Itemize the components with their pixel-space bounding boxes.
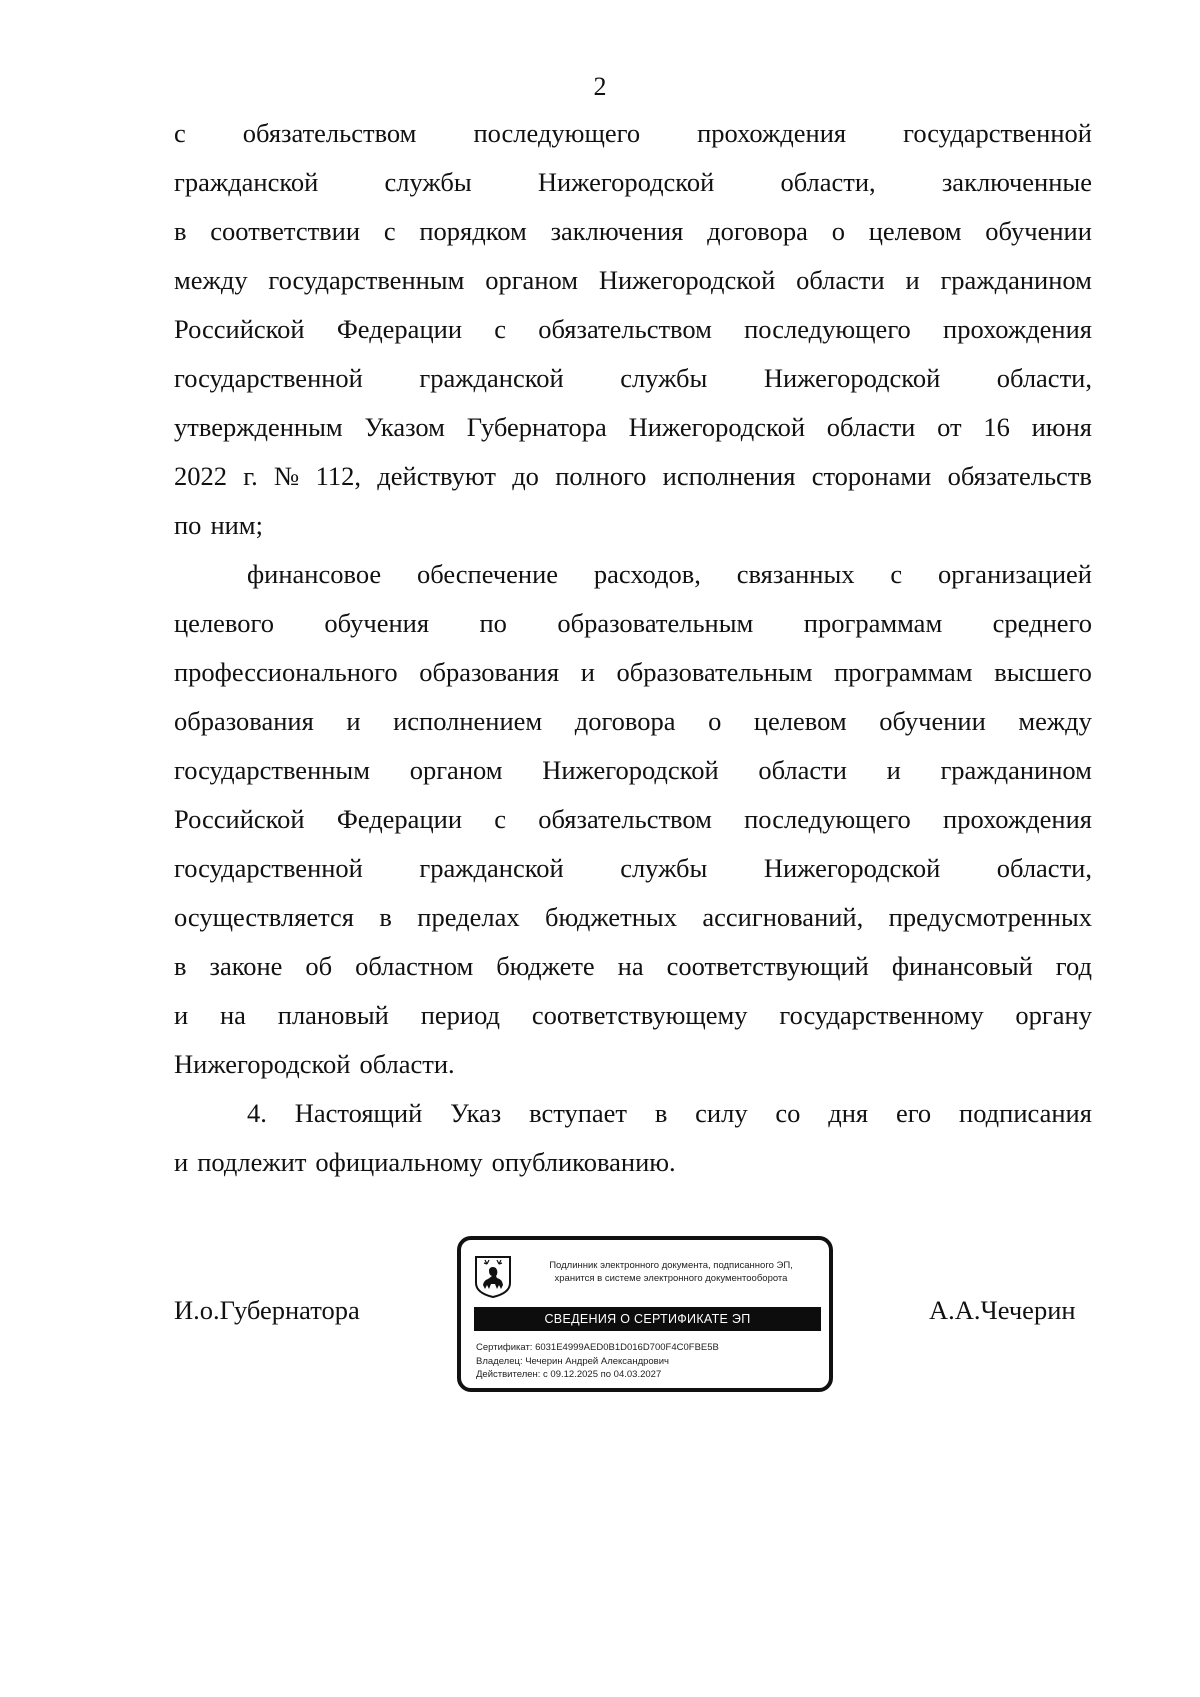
word: расходов, xyxy=(593,559,701,589)
word: с xyxy=(383,216,396,246)
word: о xyxy=(708,706,722,736)
word: опубликованию. xyxy=(491,1147,676,1177)
word: заключения xyxy=(550,216,684,246)
word: обучении xyxy=(985,216,1092,246)
word: Нижегородской xyxy=(763,363,941,393)
word: Нижегородской xyxy=(628,412,806,442)
certificate-number: Сертификат: 6031E4999AED0B1D016D700F4C0FBE5B xyxy=(476,1342,719,1353)
word: утвержденным xyxy=(174,412,343,442)
word: Нижегородской xyxy=(174,1049,351,1079)
word: последующего xyxy=(744,804,911,834)
word: образования xyxy=(174,706,314,736)
word: целевом xyxy=(868,216,962,246)
word: Федерации xyxy=(336,804,462,834)
word: связанных xyxy=(736,559,855,589)
certificate-owner: Владелец: Чечерин Андрей Александрович xyxy=(476,1355,669,1367)
word: в xyxy=(654,1098,668,1128)
word: государственной xyxy=(903,118,1092,148)
word: обязательств xyxy=(947,461,1092,491)
word: по xyxy=(174,510,202,540)
word: соответствующему xyxy=(531,1000,748,1030)
word: с xyxy=(494,804,506,834)
page-number: 2 xyxy=(593,72,607,101)
word: высшего xyxy=(994,657,1092,687)
word: на xyxy=(617,951,644,981)
word: договора xyxy=(707,216,808,246)
word: соответствии xyxy=(210,216,361,246)
document-body xyxy=(174,109,1092,1187)
word: № xyxy=(274,461,300,491)
word: с xyxy=(890,559,903,589)
text-line xyxy=(174,599,1092,648)
word: и xyxy=(886,755,901,785)
word: Федерации xyxy=(336,314,462,344)
word: прохождения xyxy=(943,314,1092,344)
stamp-header xyxy=(521,1259,821,1285)
word: 2022 xyxy=(174,461,227,491)
word: области xyxy=(826,412,916,442)
word: 4. xyxy=(247,1098,267,1128)
text-line xyxy=(174,648,1092,697)
text-line xyxy=(174,942,1092,991)
word: области xyxy=(758,755,847,785)
word: по xyxy=(479,608,507,638)
word: Российской xyxy=(174,804,305,834)
word: год xyxy=(1055,951,1092,981)
word: программам xyxy=(803,608,943,638)
word: службы xyxy=(620,853,708,883)
text-line xyxy=(174,550,1092,599)
word: Губернатора xyxy=(466,412,607,442)
word: со xyxy=(775,1098,801,1128)
word: между xyxy=(1018,706,1092,736)
word: органом xyxy=(485,265,579,295)
deer-emblem-icon xyxy=(474,1255,512,1299)
text-line xyxy=(174,893,1092,942)
word: период xyxy=(420,1000,501,1030)
word: обеспечение xyxy=(416,559,559,589)
word: до xyxy=(512,461,539,491)
word: образовательным xyxy=(616,657,813,687)
word: Указ xyxy=(450,1098,502,1128)
signer-title: И.о.Губернатора xyxy=(174,1295,360,1325)
word: 16 xyxy=(983,412,1010,442)
word: органу xyxy=(1015,1000,1092,1030)
certificate-details xyxy=(476,1341,826,1382)
word: плановый xyxy=(277,1000,389,1030)
word: с xyxy=(494,314,506,344)
word: прохождения xyxy=(697,118,847,148)
word: предусмотренных xyxy=(888,902,1092,932)
word: обязательством xyxy=(242,118,417,148)
certificate-info-bar: СВЕДЕНИЯ О СЕРТИФИКАТЕ ЭП xyxy=(474,1307,821,1331)
text-line xyxy=(174,697,1092,746)
word: Нижегородской xyxy=(542,755,719,785)
word: образования xyxy=(419,657,560,687)
word: области xyxy=(796,265,885,295)
word: подлежит xyxy=(197,1147,307,1177)
word: органом xyxy=(409,755,503,785)
signer-name: А.А.Чечерин xyxy=(929,1295,1076,1325)
word: исполнения xyxy=(662,461,796,491)
word: порядком xyxy=(419,216,527,246)
word: 112, xyxy=(315,461,362,491)
word: целевом xyxy=(753,706,847,736)
word: осуществляется xyxy=(174,902,354,932)
word: финансовый xyxy=(891,951,1033,981)
word: вступает xyxy=(529,1098,627,1128)
word: от xyxy=(937,412,962,442)
word: договора xyxy=(574,706,676,736)
word: и xyxy=(174,1147,189,1177)
word: с xyxy=(174,118,186,148)
word: области, xyxy=(996,853,1092,883)
word: сторонами xyxy=(811,461,932,491)
word: между xyxy=(174,265,248,295)
word: обучения xyxy=(324,608,430,638)
word: гражданином xyxy=(940,265,1092,295)
word: ним; xyxy=(210,510,263,540)
word: в xyxy=(174,216,187,246)
word: о xyxy=(831,216,845,246)
word: Нижегородской xyxy=(537,167,715,197)
word: службы xyxy=(384,167,472,197)
word: г. xyxy=(243,461,258,491)
word: обучении xyxy=(879,706,986,736)
word: среднего xyxy=(992,608,1092,638)
word: областном xyxy=(355,951,474,981)
word: его xyxy=(895,1098,932,1128)
text-line xyxy=(174,844,1092,893)
word: программам xyxy=(834,657,973,687)
word: Российской xyxy=(174,314,305,344)
word: Нижегородской xyxy=(598,265,776,295)
text-line xyxy=(174,1138,1092,1187)
word: пределах xyxy=(417,902,520,932)
word: Указом xyxy=(364,412,445,442)
text-line xyxy=(174,354,1092,403)
text-line xyxy=(174,991,1092,1040)
text-line xyxy=(174,746,1092,795)
text-line xyxy=(174,501,1092,550)
text-line xyxy=(174,305,1092,354)
word: финансовое xyxy=(247,559,382,589)
text-line xyxy=(174,1040,1092,1089)
word: и xyxy=(905,265,920,295)
text-line xyxy=(174,403,1092,452)
stamp-header-line: Подлинник электронного документа, подписанного ЭП, xyxy=(549,1260,793,1271)
word: обязательством xyxy=(538,804,712,834)
word: полного xyxy=(555,461,647,491)
stamp-header-line: хранится в системе электронного документооборота xyxy=(554,1273,788,1284)
word: бюджетных xyxy=(545,902,677,932)
word: на xyxy=(220,1000,246,1030)
word: Нижегородской xyxy=(763,853,941,883)
word: государственным xyxy=(268,265,465,295)
word: дня xyxy=(828,1098,869,1128)
text-line xyxy=(174,256,1092,305)
word: силу xyxy=(695,1098,748,1128)
certificate-validity: Действителен: с 09.12.2025 по 04.03.2027 xyxy=(476,1369,662,1380)
word: гражданской xyxy=(174,167,319,197)
word: ассигнований, xyxy=(702,902,864,932)
word: последующего xyxy=(473,118,641,148)
text-line xyxy=(174,452,1092,501)
word: заключенные xyxy=(941,167,1092,197)
word: службы xyxy=(620,363,708,393)
word: в xyxy=(174,951,187,981)
word: области. xyxy=(359,1049,455,1079)
word: прохождения xyxy=(943,804,1092,834)
word: об xyxy=(305,951,333,981)
word: законе xyxy=(209,951,283,981)
word: соответствующий xyxy=(666,951,869,981)
text-line xyxy=(174,158,1092,207)
word: государственному xyxy=(779,1000,984,1030)
word: организацией xyxy=(937,559,1092,589)
text-line xyxy=(174,207,1092,256)
word: бюджете xyxy=(496,951,595,981)
word: и xyxy=(346,706,361,736)
word: и xyxy=(580,657,595,687)
word: в xyxy=(379,902,392,932)
word: области, xyxy=(780,167,876,197)
word: образовательным xyxy=(557,608,754,638)
word: подписания xyxy=(959,1098,1092,1128)
word: государственной xyxy=(174,853,363,883)
word: последующего xyxy=(744,314,911,344)
word: гражданской xyxy=(419,853,564,883)
word: и xyxy=(174,1000,189,1030)
text-line xyxy=(174,1089,1092,1138)
text-line xyxy=(174,795,1092,844)
word: обязательством xyxy=(538,314,712,344)
word: государственной xyxy=(174,363,363,393)
word: официальному xyxy=(315,1147,483,1177)
word: гражданином xyxy=(940,755,1092,785)
word: целевого xyxy=(174,608,274,638)
word: Настоящий xyxy=(294,1098,423,1128)
electronic-signature-stamp xyxy=(457,1236,833,1392)
word: области, xyxy=(996,363,1092,393)
word: государственным xyxy=(174,755,371,785)
text-line xyxy=(174,109,1092,158)
word: июня xyxy=(1031,412,1092,442)
word: профессионального xyxy=(174,657,398,687)
word: действуют xyxy=(377,461,496,491)
word: гражданской xyxy=(419,363,564,393)
word: исполнением xyxy=(393,706,543,736)
